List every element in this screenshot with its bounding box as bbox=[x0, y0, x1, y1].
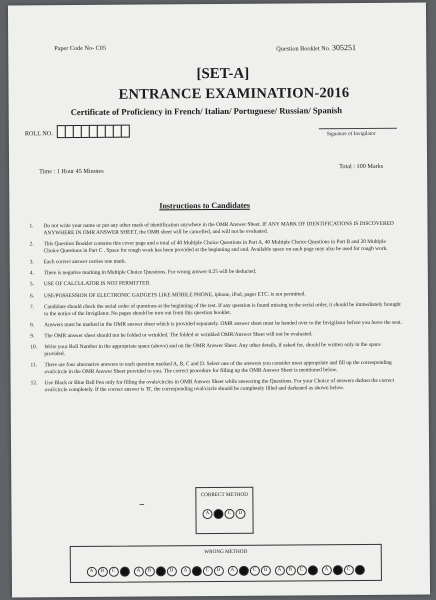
wrong-answer-bubble: B bbox=[285, 566, 295, 576]
paper-code: Paper Code No- C05 bbox=[54, 44, 106, 53]
instruction-item: 11. There are four alternative answers to each question marked A, B, C and D. Select one of the answers you consider most appropriate and fill up the corresponding oval/circle in the OMR Answer Sheet provided to you. The correct procedure for filling up the OMR Answer Sheet is mentioned below. bbox=[30, 359, 392, 376]
roll-box bbox=[121, 125, 130, 138]
question-booklet-cover bbox=[8, 3, 430, 598]
wrong-answer-bubble: A bbox=[227, 566, 237, 576]
instruction-item: 3. Each correct answer carries one mark. bbox=[29, 258, 127, 266]
set-label: [SET-A] bbox=[196, 65, 250, 83]
roll-label: ROLL NO. bbox=[24, 130, 53, 138]
signature-line bbox=[319, 128, 397, 130]
wrong-answer-bubble: A bbox=[321, 566, 331, 576]
exam-title: ENTRANCE EXAMINATION-2016 bbox=[118, 85, 350, 103]
instruction-item: 12. Use Black or Blue Ball Pen only for filling the ovals/circles in OMR Answer Sheet while answering the Questions. For your Choice of answers darken the correct oval/circle completely. If the correct answer is 'B', the corresponding oval/circle should be completely filled and darkened as shown below. bbox=[30, 377, 395, 394]
wrong-answer-bubble: A bbox=[86, 567, 96, 577]
wrong-answer-bubble: D bbox=[213, 566, 223, 576]
answer-bubble: C bbox=[224, 509, 234, 519]
correct-method-label: CORRECT METHOD bbox=[200, 491, 249, 499]
booklet-label: Question Booklet No. 305251 bbox=[276, 43, 356, 53]
instruction-item: 4. There is negative marking in Multiple Choice Questions. For wrong answer 0.25 will be deducted. bbox=[29, 268, 257, 277]
answer-bubble-filled: B bbox=[213, 509, 223, 519]
wrong-answer-bubble: A bbox=[274, 566, 284, 576]
wrong-answer-bubble: B bbox=[191, 566, 201, 576]
wrong-answer-bubble: C bbox=[155, 567, 165, 577]
correct-bubbles bbox=[196, 505, 252, 523]
instruction-item: 1. Do not write your name or put any other mark of identification anywhere in the OMR Answer Sheet. IF ANY MARK OF IDENTIFICATIONS IS DISCOVERED ANYWHERE IN OMR ANSWER SHEET, the OMR sheet will be cancelled, and will not be evaluated. bbox=[29, 220, 394, 237]
wrong-method-box bbox=[70, 544, 382, 583]
answer-bubble: D bbox=[235, 509, 245, 519]
wrong-answer-bubble: A bbox=[180, 567, 190, 577]
correct-method-box bbox=[195, 487, 253, 534]
wrong-answer-bubble: C bbox=[249, 566, 259, 576]
wrong-answer-bubble: C bbox=[202, 566, 212, 576]
wrong-answer-bubble: A bbox=[133, 567, 143, 577]
wrong-answer-bubble: D bbox=[354, 565, 364, 575]
wrong-answer-bubble: D bbox=[166, 567, 176, 577]
wrong-answer-bubble: D bbox=[119, 567, 129, 577]
wrong-answer-bubble: D bbox=[260, 566, 270, 576]
wrong-answer-bubble: B bbox=[97, 567, 107, 577]
instruction-item: 5. USE OF CALCULATOR IS NOT PERMITTED. bbox=[29, 280, 151, 288]
total-marks: Total : 100 Marks bbox=[339, 162, 384, 171]
wrong-answer-bubble: B bbox=[144, 567, 154, 577]
wrong-method-label: WRONG METHOD bbox=[204, 548, 248, 556]
wrong-answer-bubble: C bbox=[296, 566, 306, 576]
instruction-item: 9. The OMR answer sheet should not be folded or wrinkled. The folded or wrinkled OMR/Answer Sheet will not be evaluated. bbox=[30, 331, 313, 340]
answer-bubble: A bbox=[202, 509, 212, 519]
instruction-item: 2. This Question Booklet contains this cover page and a total of 40 Multiple Choice Questions in Part A, 40 Multiple Choice Questions in Part B and 20 Multiple Choice Questions in Part C . Space for rough work has been provided at the beginning and end. Available space on each page may also be used for rough work. bbox=[29, 238, 388, 255]
wrong-bubbles bbox=[71, 561, 381, 581]
instruction-item: 6. USE/POSSESSION OF ELECTRONIC GADGETS LIKE MOBILE PHONE, iphone, iPad, pager ETC. is not permitted. bbox=[29, 290, 306, 299]
signature-label: Signature of Invigilator bbox=[326, 130, 376, 138]
dash-mark: – bbox=[139, 498, 144, 509]
wrong-answer-bubble: D bbox=[307, 566, 317, 576]
instruction-item: 8. Answers must be marked in the OMR answer sheet which is provided separately. OMR answer sheet must be handed over to the Invigilator before you leave the seat. bbox=[30, 319, 402, 329]
instruction-item: 10. Write your Roll Number in the appropriate space (above) and on the OMR Answer Sheet. Any other details, if asked for, should be written only in the space provided. bbox=[30, 341, 381, 358]
wrong-answer-bubble: B bbox=[332, 565, 342, 575]
wrong-answer-bubble: C bbox=[343, 565, 353, 575]
roll-number-field bbox=[25, 125, 129, 144]
booklet-number: 305251 bbox=[331, 43, 356, 53]
instruction-item: 7. Candidate should check the serial order of questions at the beginning of the test. If any question is found missing in the serial order, it should be immediately brought to the notice of the Invigilator. No pages should be torn out from this question booklet. bbox=[30, 301, 401, 317]
wrong-answer-bubble: C bbox=[108, 567, 118, 577]
instructions-list bbox=[29, 221, 402, 399]
exam-subtitle: Certificate of Proficiency in French/ Italian/ Portuguese/ Russian/ Spanish bbox=[70, 105, 343, 118]
time-info: Time : 1 Hour 45 Minutes bbox=[39, 167, 104, 176]
wrong-answer-bubble: B bbox=[238, 566, 248, 576]
instructions-title: Instructions to Candidates bbox=[159, 200, 251, 211]
